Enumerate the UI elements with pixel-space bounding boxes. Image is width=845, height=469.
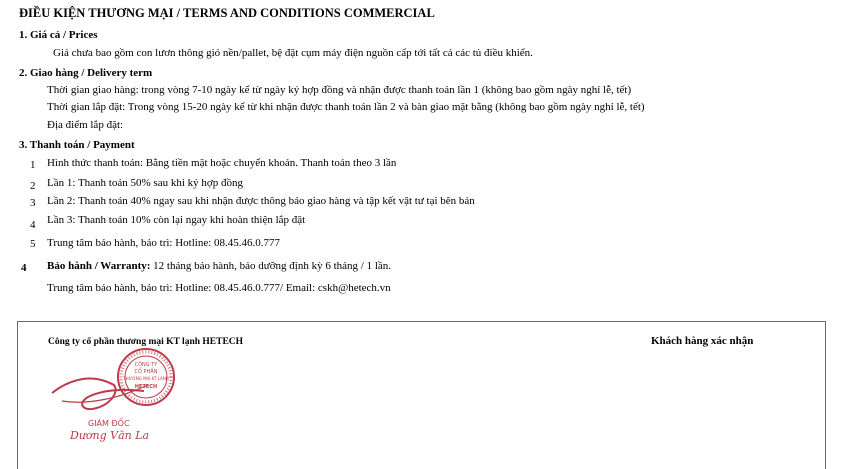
warranty-hotline-text: Trung tâm bảo hành, bảo trì: Hotline: 08.45.46.0.777/ Email: cskh@hetech.vn (47, 282, 391, 294)
section-payment-heading: 3. Thanh toán / Payment (19, 139, 135, 151)
warranty-line (47, 260, 391, 272)
delivery-time-text: Thời gian giao hàng: trong vòng 7-10 ngày kể từ ngày ký hợp đồng và nhận được thanh toán lần 1 (không bao gồm ngày nghỉ lễ, tết) (47, 84, 632, 96)
prices-text: Giá chưa bao gồm con lươn thông gió nền/pallet, bệ đặt cụm máy điện nguồn cấp tới tất cả các tủ điều khiển. (53, 47, 533, 59)
payment-item-number: 1 (30, 159, 36, 171)
stamp-text: CỔ PHẦN (134, 369, 158, 375)
installation-location-text: Địa điểm lắp đặt: (47, 119, 124, 131)
payment-item-number: 2 (30, 180, 36, 192)
payment-item-text: Lần 2: Thanh toán 40% ngay sau khi nhận được thông báo giao hàng và tập kết vật tư tại bên bán (47, 195, 475, 207)
section-delivery-heading: 2. Giao hàng / Delivery term (19, 67, 153, 79)
stamp-text: CÔNG TY (134, 362, 158, 368)
payment-item-text: Lần 3: Thanh toán 10% còn lại ngay khi hoàn thiện lắp đặt (47, 214, 306, 226)
payment-item-text: Trung tâm bảo hành, bảo trì: Hotline: 08.45.46.0.777 (47, 237, 281, 249)
director-name: Dương Văn La (70, 429, 150, 442)
document-title: ĐIỀU KIỆN THƯƠNG MẠI / TERMS AND CONDITIONS COMMERCIAL (19, 6, 435, 20)
section-prices-heading: 1. Giá cả / Prices (19, 29, 98, 41)
stamp-text: HETECH (134, 384, 158, 390)
warranty-label: Bảo hành / Warranty: (47, 260, 151, 272)
payment-item-number: 5 (30, 238, 36, 250)
company-name: Công ty cổ phần thương mại KT lạnh HETECH (48, 337, 244, 347)
director-title: GIÁM ĐỐC (88, 419, 130, 428)
payment-item-number: 3 (30, 197, 36, 209)
payment-item-text: Hình thức thanh toán: Bằng tiền mặt hoặc chuyển khoản. Thanh toán theo 3 lần (47, 157, 397, 169)
signature-stroke (52, 379, 144, 410)
payment-item-number: 4 (30, 219, 36, 231)
payment-item-text: Lần 1: Thanh toán 50% sau khi ký hợp đồng (47, 177, 243, 189)
stamp-text: THƯƠNG MẠI KT LẠNH (123, 376, 169, 381)
customer-confirmation: Khách hàng xác nhận (651, 335, 754, 347)
warranty-number: 4 (21, 262, 27, 274)
installation-time-text: Thời gian lắp đặt: Trong vòng 15-20 ngày kể từ khi nhận được thanh toán lần 2 và bàn giao mặt bằng (không bao gồm ngày nghỉ lễ, tết) (47, 101, 645, 113)
warranty-text: 12 tháng bảo hành, bảo dưỡng định kỳ 6 tháng / 1 lần. (150, 260, 392, 272)
